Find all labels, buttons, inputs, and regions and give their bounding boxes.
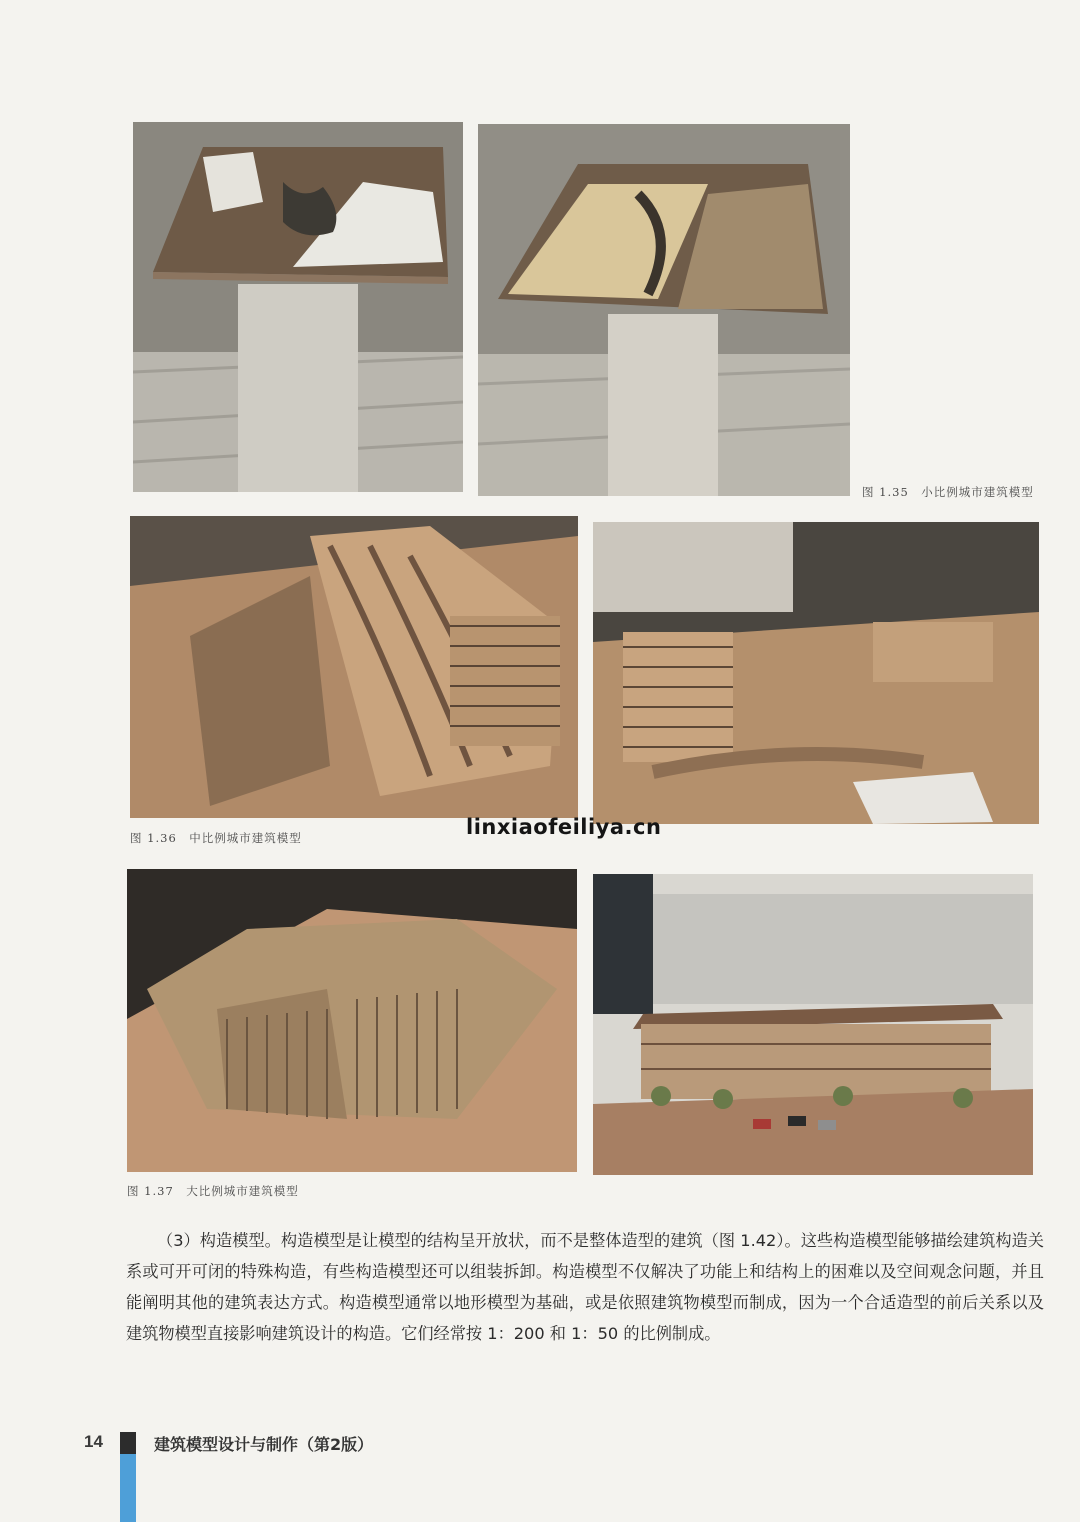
photo-medium-scale-model-left <box>130 516 578 818</box>
photo-small-scale-model-wood <box>478 124 850 496</box>
watermark: linxiaofeiliya.cn <box>466 815 662 839</box>
figure-caption-1-35: 图 1.35 小比例城市建筑模型 <box>862 485 1034 499</box>
figure-caption-1-36: 图 1.36 中比例城市建筑模型 <box>130 831 302 845</box>
photo-large-scale-model-right <box>593 874 1033 1175</box>
body-paragraph: （3）构造模型。构造模型是让模型的结构呈开放状，而不是整体造型的建筑（图 1.42）。这些构造模型能够描绘建筑构造关系或可开可闭的特殊构造，有些构造模型还可以组装拆卸。构造模型不仅解决了功能上和结构上的困难以及空间观念问题，并且能阐明其他的建筑表达方式。构造模型通常以地形模型为基础，或是依照建筑物模型而制成，因为一个合适造型的前后关系以及建筑物模型直接影响建筑设计的构造。它们经常按 1：200 和 1：50 的比例制成。 <box>126 1231 1044 1343</box>
page-number: 14 <box>84 1432 103 1451</box>
photo-small-scale-model-white <box>133 122 463 492</box>
footer-bar-dark <box>120 1432 136 1454</box>
book-title: 建筑模型设计与制作（第2版） <box>154 1435 374 1454</box>
photo-large-scale-model-left <box>127 869 577 1172</box>
figure-caption-1-37: 图 1.37 大比例城市建筑模型 <box>127 1184 299 1198</box>
footer-bar-blue <box>120 1454 136 1522</box>
photo-medium-scale-model-right <box>593 522 1039 824</box>
